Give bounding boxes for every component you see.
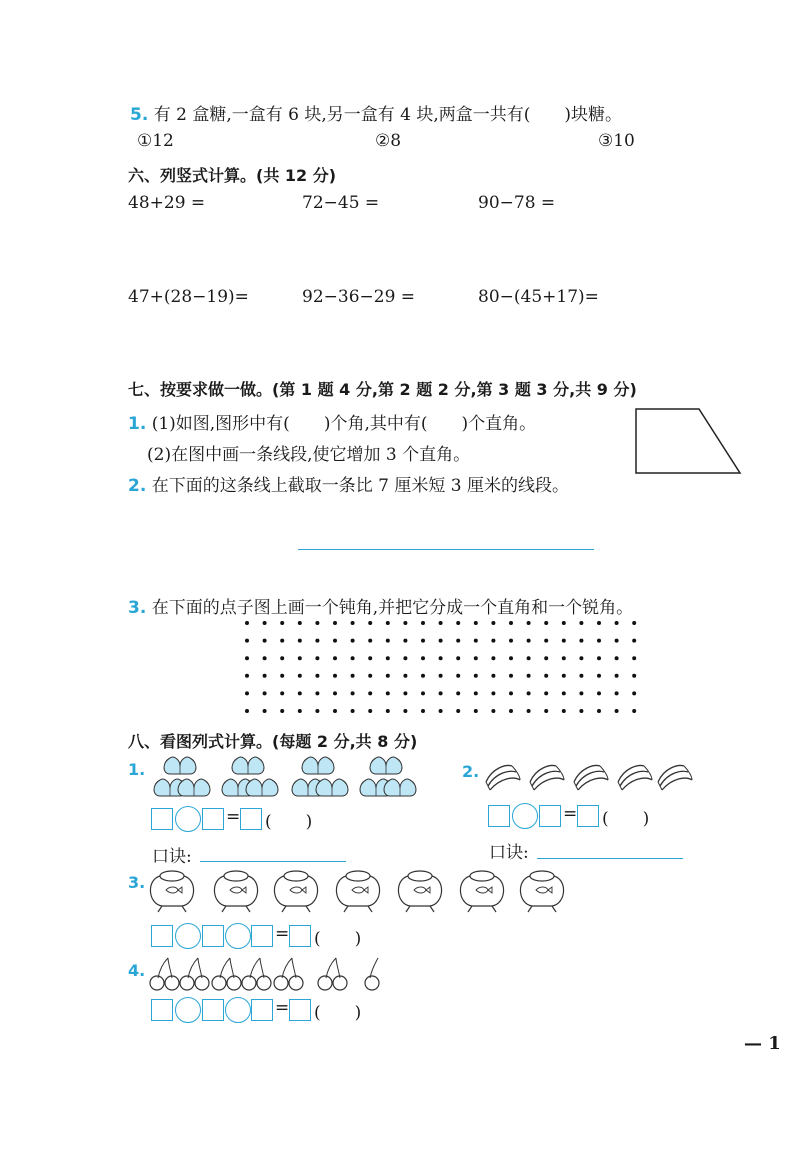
- grid-dot[interactable]: [615, 621, 619, 625]
- grid-dot[interactable]: [615, 691, 619, 695]
- banana-bunch-icon: [482, 758, 702, 796]
- question-number: 1.: [128, 414, 147, 434]
- grid-dot[interactable]: [474, 656, 478, 660]
- grid-dot[interactable]: [597, 639, 601, 643]
- grid-dot[interactable]: [245, 621, 249, 625]
- trapezoid-figure: [632, 405, 744, 477]
- grid-dot[interactable]: [579, 639, 583, 643]
- answer-box[interactable]: [289, 925, 311, 947]
- grid-dot[interactable]: [615, 656, 619, 660]
- q7-1b: (2)在图中画一条线段,使它增加 3 个直角。: [147, 445, 471, 465]
- section-7-title: 七、按要求做一做。(第 1 题 4 分,第 2 题 2 分,第 3 题 3 分,共 9 分): [128, 380, 637, 399]
- grid-dot[interactable]: [333, 674, 337, 678]
- grid-dot[interactable]: [333, 709, 337, 713]
- koujue-line[interactable]: [200, 861, 346, 862]
- grid-dot[interactable]: [632, 656, 636, 660]
- grid-dot[interactable]: [474, 691, 478, 695]
- calc-4: 47+(28−19)=: [128, 287, 249, 307]
- grid-dot[interactable]: [333, 691, 337, 695]
- grid-dot[interactable]: [245, 709, 249, 713]
- grid-dot[interactable]: [474, 674, 478, 678]
- grid-dot[interactable]: [509, 639, 513, 643]
- grid-dot[interactable]: [544, 674, 548, 678]
- option-1: ①12: [137, 131, 174, 151]
- grid-dot[interactable]: [280, 691, 284, 695]
- q7-2: [128, 471, 569, 496]
- unit-paren: ( ): [314, 929, 362, 949]
- grid-dot[interactable]: [615, 674, 619, 678]
- grid-dot[interactable]: [544, 656, 548, 660]
- grid-dot[interactable]: [263, 709, 267, 713]
- operator-circle[interactable]: [512, 803, 538, 829]
- grid-dot[interactable]: [632, 691, 636, 695]
- dot-grid[interactable]: [244, 619, 650, 719]
- grid-dot[interactable]: [439, 621, 443, 625]
- grid-dot[interactable]: [403, 674, 407, 678]
- equals-sign: =: [563, 804, 578, 824]
- grid-dot[interactable]: [439, 709, 443, 713]
- grid-dot[interactable]: [368, 621, 372, 625]
- grid-dot[interactable]: [245, 674, 249, 678]
- grid-dot[interactable]: [245, 656, 249, 660]
- operator-circle[interactable]: [175, 997, 201, 1023]
- grid-dot[interactable]: [280, 674, 284, 678]
- answer-box[interactable]: [289, 999, 311, 1021]
- grid-dot[interactable]: [351, 691, 355, 695]
- grid-dot[interactable]: [280, 639, 284, 643]
- grid-dot[interactable]: [491, 709, 495, 713]
- grid-dot[interactable]: [439, 639, 443, 643]
- grid-dot[interactable]: [579, 674, 583, 678]
- grid-dot[interactable]: [615, 709, 619, 713]
- grid-dot[interactable]: [315, 621, 319, 625]
- grid-dot[interactable]: [456, 639, 460, 643]
- grid-dot[interactable]: [527, 656, 531, 660]
- grid-dot[interactable]: [527, 639, 531, 643]
- problem-1-number: 1.: [128, 760, 146, 779]
- equals-sign: =: [275, 924, 290, 944]
- question-text: (1)如图,图形中有( )个角,其中有( )个直角。: [151, 414, 537, 434]
- grid-dot[interactable]: [527, 709, 531, 713]
- grid-dot[interactable]: [298, 621, 302, 625]
- calc-2: 72−45 =: [302, 193, 380, 213]
- answer-box[interactable]: [240, 808, 262, 830]
- equals-sign: =: [275, 998, 290, 1018]
- grid-dot[interactable]: [386, 639, 390, 643]
- answer-box[interactable]: [202, 808, 224, 830]
- grid-dot[interactable]: [280, 709, 284, 713]
- grid-dot[interactable]: [597, 656, 601, 660]
- grid-dot[interactable]: [386, 621, 390, 625]
- grid-dot[interactable]: [632, 639, 636, 643]
- grid-dot[interactable]: [315, 691, 319, 695]
- operator-circle[interactable]: [175, 806, 201, 832]
- grid-dot[interactable]: [509, 621, 513, 625]
- grid-dot[interactable]: [597, 709, 601, 713]
- grid-dot[interactable]: [562, 709, 566, 713]
- problem-4-number: 4.: [128, 961, 146, 980]
- grid-dot[interactable]: [632, 674, 636, 678]
- grid-dot[interactable]: [632, 709, 636, 713]
- grid-dot[interactable]: [368, 656, 372, 660]
- grid-dot[interactable]: [527, 674, 531, 678]
- grid-dot[interactable]: [298, 691, 302, 695]
- answer-box[interactable]: [151, 808, 173, 830]
- question-number: 2.: [128, 476, 147, 496]
- grid-dot[interactable]: [562, 639, 566, 643]
- grid-dot[interactable]: [421, 639, 425, 643]
- grid-dot[interactable]: [315, 674, 319, 678]
- grid-dot[interactable]: [315, 709, 319, 713]
- koujue-line[interactable]: [537, 858, 683, 859]
- grid-dot[interactable]: [509, 691, 513, 695]
- grid-dot[interactable]: [333, 621, 337, 625]
- cherry-icon: [148, 954, 398, 994]
- section-6-title: 六、列竖式计算。(共 12 分): [128, 166, 337, 185]
- grid-dot[interactable]: [386, 709, 390, 713]
- grid-dot[interactable]: [298, 709, 302, 713]
- grid-dot[interactable]: [439, 674, 443, 678]
- koujue-label: 口诀:: [489, 843, 529, 863]
- koujue-label: 口诀:: [152, 847, 192, 867]
- grid-dot[interactable]: [439, 691, 443, 695]
- grid-dot[interactable]: [421, 674, 425, 678]
- calc-5: 92−36−29 =: [302, 287, 416, 307]
- grid-dot[interactable]: [562, 674, 566, 678]
- grid-dot[interactable]: [562, 656, 566, 660]
- unit-paren: ( ): [602, 809, 650, 829]
- grid-dot[interactable]: [245, 639, 249, 643]
- problem-3-number: 3.: [128, 873, 146, 892]
- calc-3: 90−78 =: [478, 193, 556, 213]
- grid-dot[interactable]: [544, 621, 548, 625]
- grid-dot[interactable]: [421, 709, 425, 713]
- grid-dot[interactable]: [403, 656, 407, 660]
- grid-dot[interactable]: [333, 639, 337, 643]
- answer-box[interactable]: [151, 925, 173, 947]
- grid-dot[interactable]: [298, 674, 302, 678]
- grid-dot[interactable]: [632, 621, 636, 625]
- question-text: 有 2 盒糖,一盒有 6 块,另一盒有 4 块,两盒一共有( )块糖。: [153, 105, 623, 125]
- grid-dot[interactable]: [298, 656, 302, 660]
- grid-dot[interactable]: [579, 656, 583, 660]
- grid-dot[interactable]: [544, 691, 548, 695]
- grid-dot[interactable]: [456, 691, 460, 695]
- peach-icon: [148, 752, 428, 800]
- grid-dot[interactable]: [579, 621, 583, 625]
- grid-dot[interactable]: [403, 639, 407, 643]
- grid-dot[interactable]: [421, 656, 425, 660]
- unit-paren: ( ): [314, 1003, 362, 1023]
- grid-dot[interactable]: [509, 656, 513, 660]
- grid-dot[interactable]: [421, 691, 425, 695]
- grid-dot[interactable]: [315, 639, 319, 643]
- answer-box[interactable]: [577, 805, 599, 827]
- grid-dot[interactable]: [509, 709, 513, 713]
- answer-box[interactable]: [488, 805, 510, 827]
- grid-dot[interactable]: [403, 709, 407, 713]
- grid-dot[interactable]: [597, 674, 601, 678]
- operator-circle[interactable]: [225, 997, 251, 1023]
- grid-dot[interactable]: [298, 639, 302, 643]
- grid-dot[interactable]: [615, 639, 619, 643]
- grid-dot[interactable]: [263, 674, 267, 678]
- option-2: ②8: [375, 131, 402, 151]
- grid-dot[interactable]: [315, 656, 319, 660]
- question-5: [130, 100, 622, 125]
- grid-dot[interactable]: [597, 691, 601, 695]
- answer-box[interactable]: [151, 999, 173, 1021]
- grid-dot[interactable]: [509, 674, 513, 678]
- operator-circle[interactable]: [175, 923, 201, 949]
- grid-dot[interactable]: [544, 709, 548, 713]
- question-text: 在下面的点子图上画一个钝角,并把它分成一个直角和一个锐角。: [151, 598, 634, 618]
- grid-dot[interactable]: [263, 691, 267, 695]
- grid-dot[interactable]: [491, 639, 495, 643]
- grid-dot[interactable]: [280, 621, 284, 625]
- grid-dot[interactable]: [579, 691, 583, 695]
- page-number: — 1: [744, 1033, 781, 1054]
- grid-dot[interactable]: [403, 691, 407, 695]
- grid-dot[interactable]: [456, 709, 460, 713]
- question-number: 5.: [130, 105, 149, 125]
- q7-3: [128, 593, 633, 618]
- equals-sign: =: [226, 807, 241, 827]
- grid-dot[interactable]: [351, 709, 355, 713]
- grid-dot[interactable]: [491, 674, 495, 678]
- answer-box[interactable]: [251, 925, 273, 947]
- q7-1a: [128, 409, 536, 434]
- section-8-title: 八、看图列式计算。(每题 2 分,共 8 分): [128, 732, 418, 751]
- option-3: ③10: [598, 131, 635, 151]
- grid-dot[interactable]: [386, 656, 390, 660]
- grid-dot[interactable]: [474, 639, 478, 643]
- fishbowl-icon: [148, 866, 588, 916]
- grid-dot[interactable]: [368, 674, 372, 678]
- line-segment[interactable]: [298, 549, 594, 550]
- grid-dot[interactable]: [562, 621, 566, 625]
- grid-dot[interactable]: [456, 621, 460, 625]
- grid-dot[interactable]: [597, 621, 601, 625]
- grid-dot[interactable]: [351, 621, 355, 625]
- grid-dot[interactable]: [491, 656, 495, 660]
- grid-dot[interactable]: [456, 674, 460, 678]
- problem-2-number: 2.: [462, 762, 480, 781]
- grid-dot[interactable]: [333, 656, 337, 660]
- grid-dot[interactable]: [544, 639, 548, 643]
- answer-box[interactable]: [202, 925, 224, 947]
- operator-circle[interactable]: [225, 923, 251, 949]
- question-text: 在下面的这条线上截取一条比 7 厘米短 3 厘米的线段。: [151, 476, 569, 496]
- grid-dot[interactable]: [421, 621, 425, 625]
- grid-dot[interactable]: [474, 621, 478, 625]
- grid-dot[interactable]: [386, 674, 390, 678]
- grid-dot[interactable]: [491, 621, 495, 625]
- answer-box[interactable]: [251, 999, 273, 1021]
- answer-box[interactable]: [539, 805, 561, 827]
- grid-dot[interactable]: [263, 639, 267, 643]
- calc-1: 48+29 =: [128, 193, 206, 213]
- question-number: 3.: [128, 598, 147, 618]
- grid-dot[interactable]: [527, 691, 531, 695]
- grid-dot[interactable]: [386, 691, 390, 695]
- grid-dot[interactable]: [368, 639, 372, 643]
- unit-paren: ( ): [265, 812, 313, 832]
- grid-dot[interactable]: [245, 691, 249, 695]
- grid-dot[interactable]: [263, 656, 267, 660]
- answer-box[interactable]: [202, 999, 224, 1021]
- grid-dot[interactable]: [368, 709, 372, 713]
- grid-dot[interactable]: [491, 691, 495, 695]
- grid-dot[interactable]: [562, 691, 566, 695]
- grid-dot[interactable]: [403, 621, 407, 625]
- grid-dot[interactable]: [263, 621, 267, 625]
- grid-dot[interactable]: [351, 674, 355, 678]
- grid-dot[interactable]: [351, 656, 355, 660]
- grid-dot[interactable]: [456, 656, 460, 660]
- grid-dot[interactable]: [280, 656, 284, 660]
- calc-6: 80−(45+17)=: [478, 287, 599, 307]
- grid-dot[interactable]: [579, 709, 583, 713]
- grid-dot[interactable]: [474, 709, 478, 713]
- grid-dot[interactable]: [368, 691, 372, 695]
- grid-dot[interactable]: [351, 639, 355, 643]
- grid-dot[interactable]: [439, 656, 443, 660]
- grid-dot[interactable]: [527, 621, 531, 625]
